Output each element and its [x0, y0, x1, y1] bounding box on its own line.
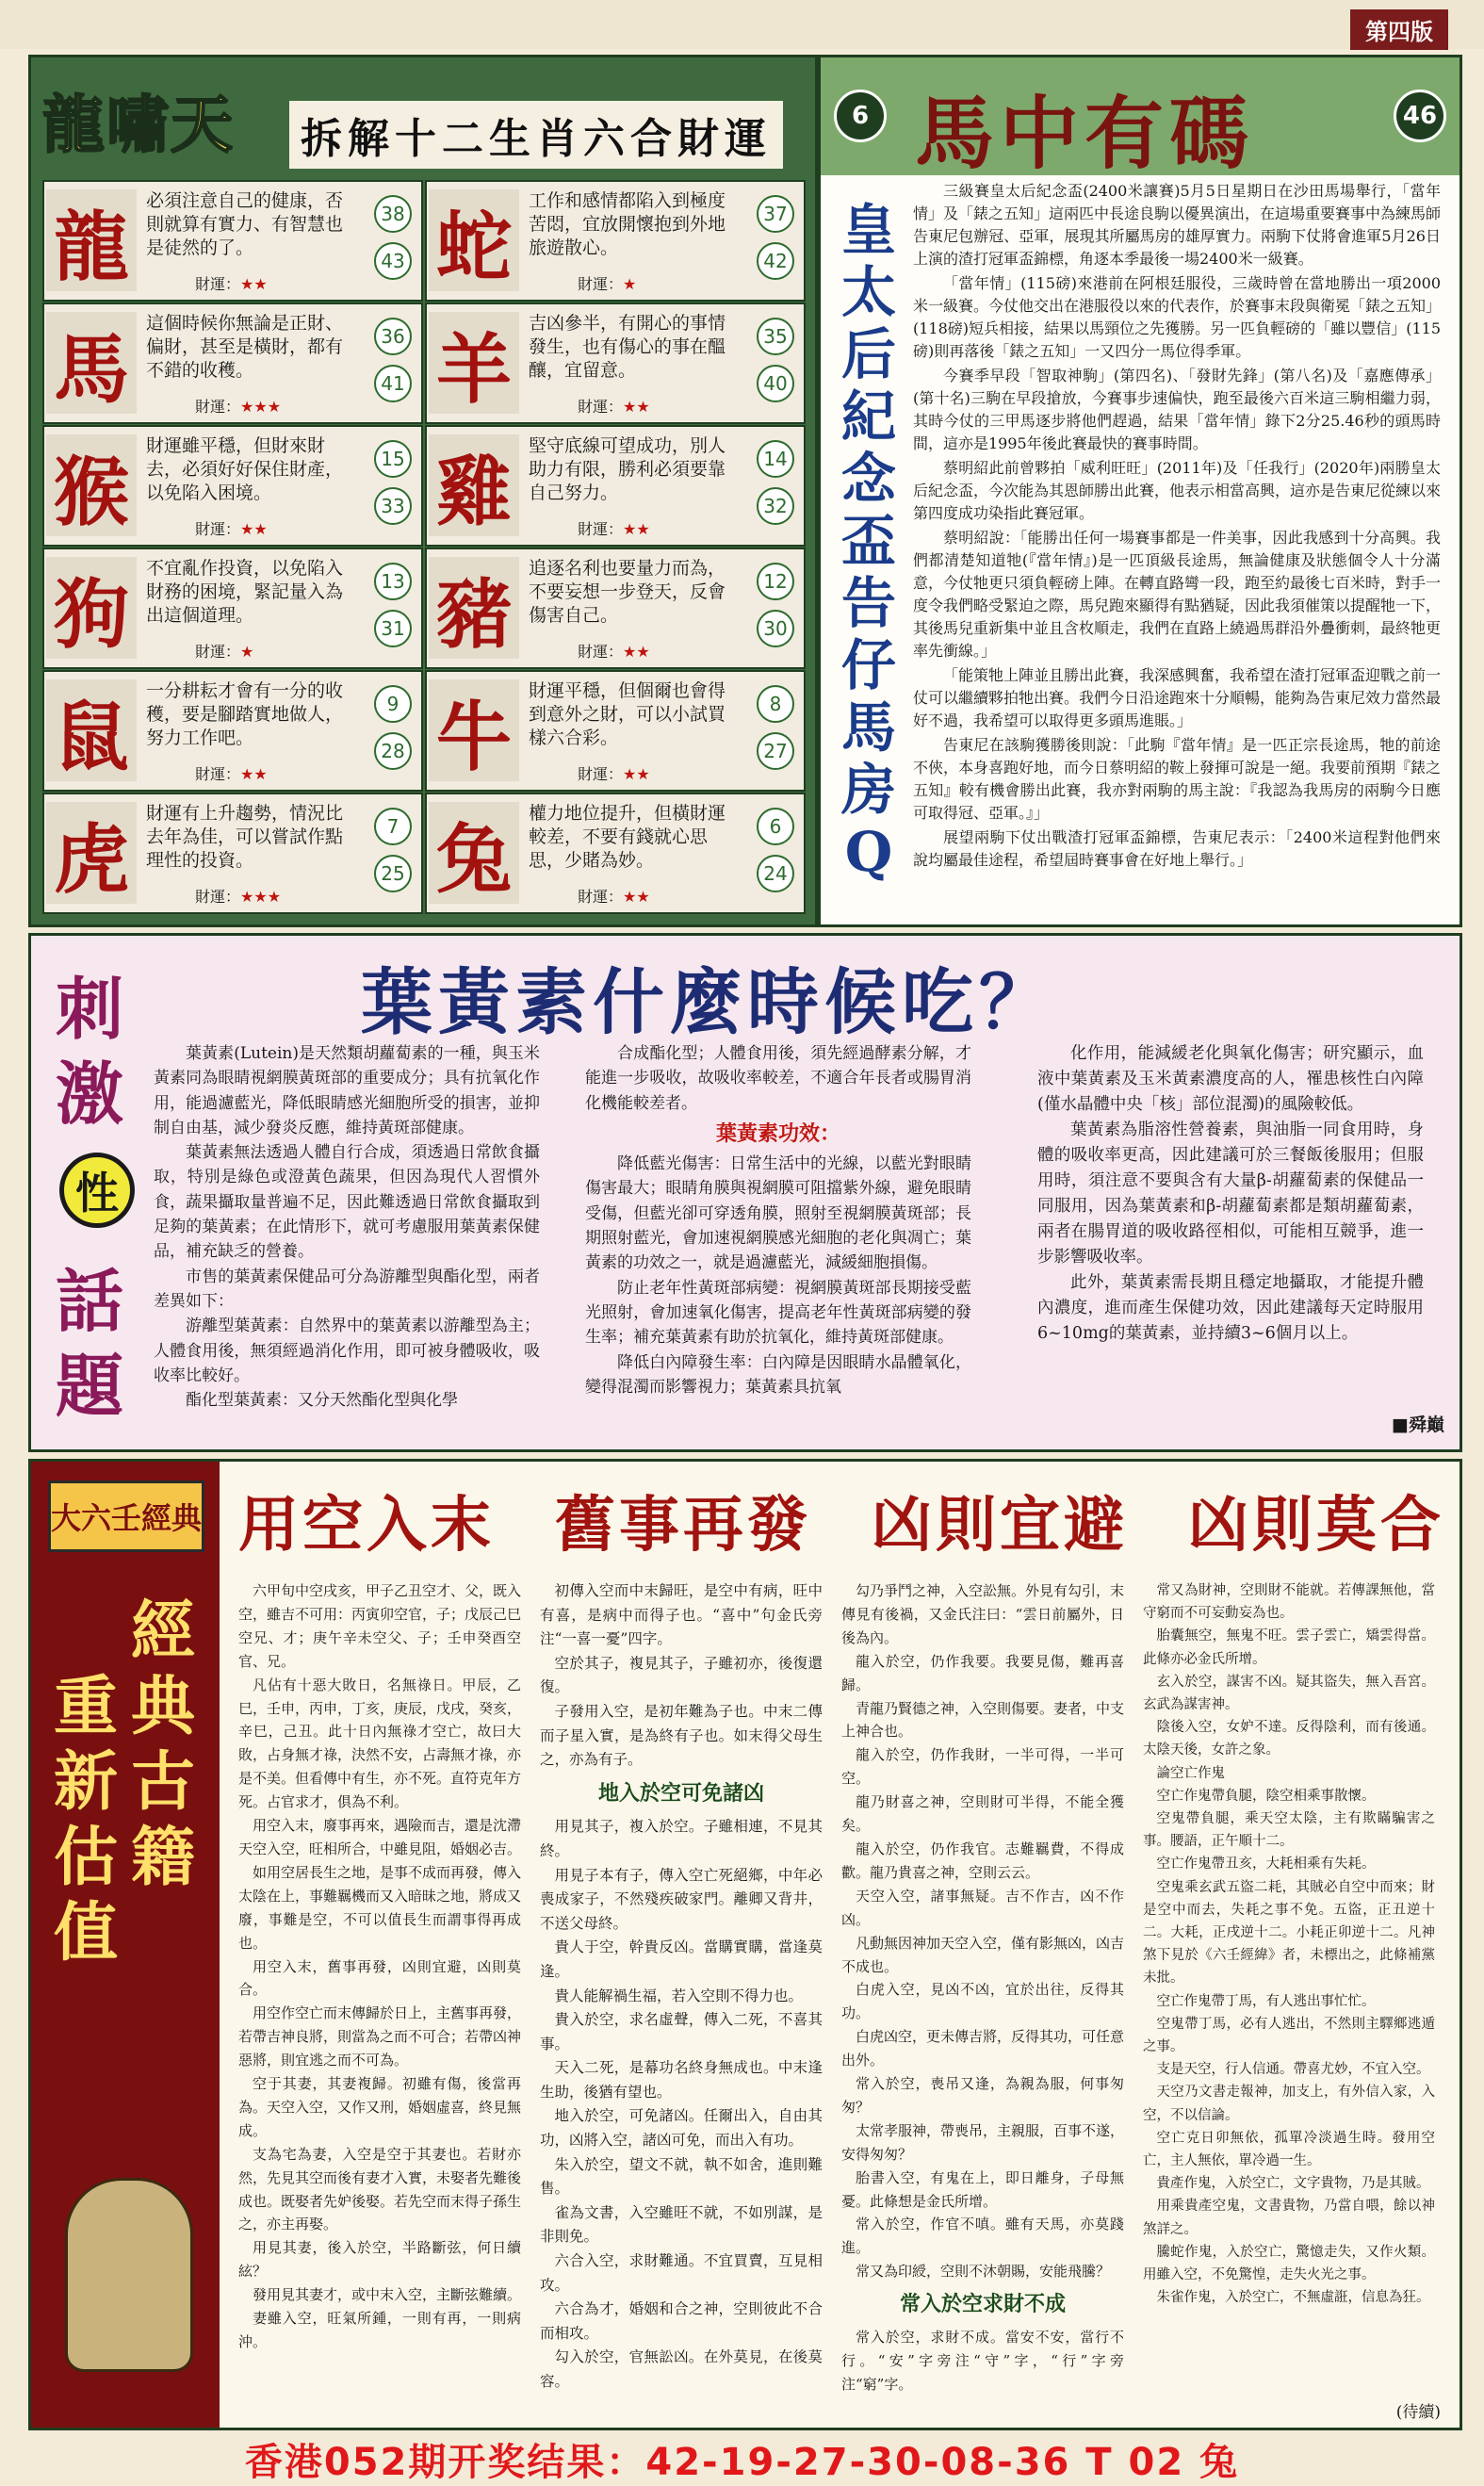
- classic-paragraph: 玄入於空，謀害不凶。疑其盜失，無入吾宮。玄武為謀害神。: [1143, 1674, 1435, 1713]
- lucky-number: 14: [757, 440, 794, 478]
- classic-paragraph: 論空亡作鬼: [1156, 1765, 1225, 1781]
- wealth-label: 財運：: [195, 643, 241, 661]
- classic-headline: 舊事再發: [555, 1490, 811, 1561]
- classic-paragraph: 太常孝服神，帶喪吊，主親服，百事不遂，安得匆匆？: [841, 2121, 1125, 2163]
- classic-paragraph: 空鬼帶丁馬，必有人逃出，不然則主驛鄉逃遁之事。: [1143, 2016, 1435, 2055]
- lucky-numbers: [374, 685, 414, 770]
- classic-vertical-title: 經典古籍: [130, 1594, 195, 1895]
- wealth-stars: ★★: [240, 765, 268, 783]
- classic-paragraph: 支是天空，行人信通。帶喜尤妙，不宜入空。: [1156, 2062, 1430, 2078]
- zodiac-fortune-text: 財運雖平穩，但財來財去，必須好好保住財產，以免陷入困境。: [146, 435, 344, 503]
- classic-paragraph: 空鬼乘玄武五盜二耗，其賊必自空中而來；財是空中而去，失耗之事不免。五盜，正丑逆十二。大耗，正戌逆十二。小耗正卯逆十二。凡神煞下見於《六壬經緯》者，未標出之，此條補黨未批。: [1143, 1879, 1435, 1987]
- classic-paragraph: 六合入空，求財難通。不宜買賣，互見相攻。: [540, 2252, 823, 2294]
- classic-paragraph: 用見其妻，後入於空，半路斷弦，何日續絃？: [238, 2239, 521, 2281]
- classic-paragraph: 龍入於空，仍作我官。志難羈費，不得成歡。龍乃貴喜之神，空則云云。: [841, 1840, 1124, 1881]
- wealth-rating: [578, 395, 650, 417]
- zodiac-fortune-text: 一分耕耘才會有一分的收穫，要是腳踏實地做人，努力工作吧。: [146, 680, 344, 748]
- zodiac-card: [42, 793, 423, 914]
- lutein-effects-list: [585, 1152, 971, 1399]
- zodiac-fortune-text: 財運有上升趨勢，情況比去年為佳，可以嘗試作點理性的投資。: [146, 803, 344, 871]
- lucky-number: 41: [374, 365, 412, 402]
- wealth-label: 財運：: [195, 398, 241, 416]
- lutein-paragraph: 降低白內障發生率：白內障是因眼睛水晶體氧化，變得混濁而影響視力；葉黃素具抗氧: [585, 1352, 971, 1397]
- wealth-label: 財運：: [578, 643, 624, 661]
- classic-divination-panel: [28, 1459, 1462, 2430]
- lucky-number: 9: [374, 685, 412, 723]
- zodiac-sign: 龍: [46, 189, 137, 291]
- classic-paragraph: 發用見其妻才，或中末入空，主斷弦難續。: [253, 2286, 522, 2304]
- zodiac-fortune-text: 財運平穩，但個爾也會得到意外之財，可以小試買樣六合彩。: [529, 680, 726, 748]
- lucky-number: 35: [757, 318, 794, 355]
- zodiac-card: [42, 180, 423, 302]
- zodiac-sign: 蛇: [429, 189, 519, 291]
- classic-paragraph: 用乘貴產空鬼，文書貴物，乃當自喂，餘以神煞詳之。: [1143, 2199, 1435, 2237]
- classic-column-4: [1143, 1579, 1435, 2310]
- classic-paragraph: 常入於空，喪吊又逢，為親為服，何事匆匆？: [841, 2075, 1124, 2116]
- lucky-numbers: [757, 318, 796, 402]
- lucky-number: 13: [374, 563, 412, 600]
- lucky-number: 31: [374, 610, 412, 647]
- classic-paragraph: 白虎凶空，更未傳吉將，反得其功，可任意出外。: [841, 2028, 1125, 2069]
- wealth-stars: ★★: [240, 520, 268, 538]
- zodiac-fortune-text: 不宜亂作投資，以免陷入財務的困境，緊記量入為出這個道理。: [146, 558, 344, 626]
- author-portrait: [65, 2178, 193, 2372]
- zodiac-fortune-text: 追逐名利也要量力而為，不要妄想一步登天，反會傷害自己。: [529, 558, 726, 626]
- zodiac-fortune-text: 權力地位提升，但橫財運較差，不要有錢就心思思，少賭為妙。: [529, 803, 726, 871]
- lucky-number: 36: [374, 318, 412, 355]
- zodiac-card: [42, 670, 423, 792]
- classic-paragraph: 騰蛇作鬼，入於空亡，驚憶走失，又作火類。用雖入空，不免驚惶，走失火光之事。: [1143, 2244, 1435, 2283]
- wealth-stars: ★★★: [240, 888, 282, 906]
- wealth-rating: [578, 517, 650, 539]
- wealth-stars: ★★: [623, 888, 650, 906]
- lucky-number: 7: [374, 808, 412, 845]
- lucky-number: 42: [757, 242, 794, 280]
- lucky-numbers: [374, 318, 414, 402]
- zodiac-sign: 牛: [429, 679, 519, 781]
- wealth-rating: [578, 272, 636, 294]
- zodiac-fortune-text: 必須注意自己的健康，否則就算有實力、有智慧也是徒然的了。: [146, 190, 344, 258]
- wealth-stars: ★★: [623, 398, 650, 416]
- zodiac-sign: 狗: [46, 557, 137, 659]
- horse-paragraph: 展望兩駒下仗出戰渣打冠軍盃錦標，告東尼表示：「2400米這程對他們來說均屬最佳途程，希望屆時賽事會在好地上舉行。」: [913, 828, 1441, 869]
- classic-paragraph: 龍入於空，仍作我財，一半可得，一半可空。: [841, 1746, 1124, 1788]
- horse-article-body: [913, 180, 1441, 874]
- lucky-numbers: [757, 440, 796, 525]
- zodiac-fortune-text: 這個時候你無論是正財、偏財，甚至是橫財，都有不錯的收穫。: [146, 313, 344, 381]
- wealth-stars: ★: [240, 643, 254, 661]
- lottery-result: 香港052期开奖结果：42-19-27-30-08-36 T 02 兔: [244, 2440, 1240, 2484]
- lutein-paragraph: 化作用，能減緩老化與氧化傷害；研究顯示，血液中葉黃素及玉米黃素濃度高的人，罹患核性白內障(僅水晶體中央「核」部位混濁)的風險較低。: [1037, 1044, 1424, 1114]
- wealth-label: 財運：: [195, 888, 241, 906]
- lucky-number: 33: [374, 487, 412, 525]
- to-be-continued: (待續): [1395, 2403, 1441, 2422]
- wealth-label: 財運：: [578, 398, 624, 416]
- wealth-stars: ★★: [623, 520, 650, 538]
- zodiac-sign: 鼠: [46, 679, 137, 781]
- classic-paragraph: 朱雀作鬼，入於空亡，不無虛誑，信息為狂。: [1156, 2290, 1430, 2306]
- classic-paragraph: 雀為文書，入空雖旺不就，不如別謀，是非則免。: [540, 2203, 823, 2246]
- wealth-rating: [578, 640, 650, 662]
- classic-paragraph: 妻雖入空，旺氣所鍾，一則有再，一則病沖。: [238, 2310, 521, 2350]
- wealth-stars: ★: [623, 275, 637, 293]
- zodiac-sign: 虎: [46, 802, 137, 904]
- issue-badge-left: 6: [834, 90, 887, 142]
- sidebar-char: 話: [55, 1261, 123, 1341]
- lutein-paragraph: 酯化型葉黃素：又分天然酯化型與化學: [186, 1391, 458, 1411]
- horse-paragraph: 三級賽皇太后紀念盃(2400米讓賽)5月5日星期日在沙田馬場舉行，「當年情」及「錶之五知」這兩匹中長途良駒以優異演出，在這場重要賽事中為練馬師告東尼包辦冠、亞軍，展現其所屬馬房的雄厚實力。兩駒下仗將會進軍5月26日上演的渣打冠軍盃錦標，角逐本季最後一場2400米一級賽。: [913, 182, 1442, 268]
- lucky-numbers: [757, 808, 796, 892]
- wealth-stars: ★★★: [240, 398, 282, 416]
- classic-headline: 凶則莫合: [1188, 1490, 1444, 1561]
- zodiac-card: [42, 425, 423, 547]
- zodiac-card: [425, 548, 806, 669]
- classic-headlines: [238, 1477, 1444, 1567]
- classic-headline: 凶則宜避: [872, 1490, 1128, 1561]
- zodiac-fortune-text: 吉凶參半，有開心的事情發生，也有傷心的事在醞釀，宜留意。: [529, 313, 726, 381]
- lucky-number: 30: [757, 610, 794, 647]
- wealth-rating: [578, 885, 650, 907]
- lutein-column-3: [1037, 1041, 1424, 1347]
- lucky-number: 6: [757, 808, 794, 845]
- classic-paragraph: 空亡克日卯無依，孤單冷淡過生時。發用空亡，主人無依，單冷過一生。: [1143, 2130, 1435, 2169]
- classic-paragraph: 地入於空，可免諸凶。任爾出入，自由其功，凶將入空，諸凶可免，而出入有功。: [540, 2107, 823, 2150]
- lutein-author: ■舜巔: [1392, 1415, 1444, 1435]
- lutein-paragraph: 游離型葉黃素：自然界中的葉黃素以游離型為主；人體食用後，無須經過消化作用，即可被身體吸收，吸收率比較好。: [154, 1317, 540, 1385]
- lutein-article-title: 葉黃素什麼時候吃？: [361, 960, 1056, 1044]
- classic-paragraph: 用見其子，複入於空。子雖相連，不見其終。: [540, 1818, 823, 1859]
- classic-paragraph: 貴人能解禍生福，若入空則不得力也。: [554, 1987, 804, 2004]
- classic-paragraph: 空亡作鬼帶負腿，陰空相乘事散懷。: [1156, 1788, 1376, 1804]
- wealth-label: 財運：: [195, 275, 241, 293]
- lutein-paragraph: 葉黃素(Lutein)是天然類胡蘿蔔素的一種，與玉米黃素同為眼睛視網膜黃斑部的重要成分；具有抗氧化作用，能過濾藍光，降低眼睛感光細胞所受的損害，並抑制自由基，減少發炎反應，維持黃斑部健康。: [154, 1044, 540, 1137]
- lucky-number: 8: [757, 685, 794, 723]
- wealth-stars: ★★: [623, 643, 650, 661]
- classic-column-3: [841, 1579, 1124, 2396]
- classic-paragraph: 用空入末，舊事再發，凶則宜避，凶則莫合。: [238, 1957, 521, 1999]
- wealth-stars: ★★: [240, 275, 268, 293]
- horse-racing-column: [818, 55, 1462, 927]
- classic-series-tag: 大六壬經典: [48, 1480, 204, 1552]
- classic-paragraph: 空鬼帶負腿，乘天空太陰，主有欺瞞騙害之事。腰語，正午順十二。: [1143, 1811, 1435, 1850]
- lutein-paragraph: 防止老年性黃斑部病變：視網膜黃斑部長期接受藍光照射，會加速氧化傷害，提高老年性黃斑部病變的發生率；補充葉黃素有助於抗氧化，維持黃斑部健康。: [585, 1278, 971, 1348]
- lucky-number: 40: [757, 365, 794, 402]
- sidebar-char: 題: [55, 1346, 123, 1426]
- classic-paragraph: 用見子本有子，傳入空亡死絕鄉，中年必喪成家子，不然殘疾破家門。離卿又背井，不送父母終。: [540, 1866, 823, 1932]
- wealth-label: 財運：: [578, 275, 624, 293]
- classic-paragraph: 如用空居長生之地，是事不成而再發，傳入太陰在上，事難羈機而又入暗昧之地，將成又廢，事難是空，不可以值長生而謂事得再成也。: [238, 1863, 522, 1952]
- classic-headline: 用空入末: [238, 1490, 495, 1561]
- zodiac-panel-subtitle: 拆解十二生肖六合財運: [289, 101, 783, 169]
- wealth-rating: [195, 762, 268, 784]
- classic-subheading: 常入於空求財不成: [899, 2292, 1066, 2317]
- page-number-badge: 第四版: [1350, 9, 1448, 50]
- classic-paragraph: 青龍乃賢德之神，入空則傷要。妻者，中支上神合也。: [841, 1699, 1125, 1741]
- classic-paragraph: 天空乃文書走報神，加支上，有外信入家，入空，不以信論。: [1143, 2085, 1435, 2123]
- zodiac-sign: 羊: [429, 312, 519, 414]
- wealth-label: 財運：: [578, 765, 624, 783]
- sidebar-char: 激: [55, 1054, 123, 1134]
- classic-paragraph: 支為宅為妻，入空是空于其妻也。若財亦然，先見其空而後有妻才入實，未娶者先難後成也。既娶者先妒後娶。若先空而末得子孫生之，亦主再娶。: [238, 2145, 522, 2233]
- wealth-rating: [195, 517, 268, 539]
- lutein-paragraph: 市售的葉黃素保健品可分為游離型與酯化型，兩者差異如下：: [154, 1267, 540, 1311]
- wealth-stars: ★★: [623, 765, 650, 783]
- classic-paragraph: 凡佔有十惡大敗日，名無祿日。甲辰，乙巳，壬申，丙申，丁亥，庚辰，戊戌，癸亥，辛巳，己丑。此十日內無祿才空亡，故曰大敗，占身無才祿，決然不安，占壽無才祿，亦是不美。但看傳中有生，亦不死。直符克年方死。占官求才，俱為不利。: [238, 1676, 522, 1811]
- classic-paragraph: 貴入於空，求名虛聲，傳入二死，不喜其事。: [540, 2011, 823, 2053]
- zodiac-card: [425, 425, 806, 547]
- lutein-paragraph: 葉黃素無法透過人體自行合成，須透過日常飲食攝取，特別是綠色或澄黃色蔬果，但因為現代人習慣外食，蔬果攝取量普遍不足，因此難透過日常飲食攝取到足夠的葉黃素；在此情形下，就可考慮服用葉黃素保健品，補充缺乏的營養。: [154, 1143, 540, 1262]
- zodiac-card: [425, 303, 806, 424]
- lucky-number: 12: [757, 563, 794, 600]
- issue-badge-right: 46: [1394, 90, 1446, 142]
- zodiac-sign: 豬: [429, 557, 519, 659]
- horse-paragraph: 「當年情」(115磅)來港前在阿根廷服役，三歲時曾在當地勝出一項2000米一級賽。今仗他交出在港服役以來的代表作，於賽事末段與衛冕「錶之五知」(118磅)短兵相接，結果以馬頸位之先獲勝。另一匹負輕磅的「雖以豐信」(115磅)則再落後「錶之五知」一又四分一馬位得季軍。: [913, 274, 1442, 360]
- lucky-number: 38: [374, 195, 412, 233]
- lucky-number: 28: [374, 732, 412, 770]
- horse-paragraph: 蔡明紹說：「能勝出任何一場賽事都是一件美事，因此我感到十分高興。我們都清楚知道牠(『當年情』)是一匹頂級長途馬，無論健康及狀態個令人十分滿意，今仗牠更只須負輕磅上陣。在轉直路彎一段，跑至約最後七百米時，對手一度令我們略受緊迫之際，馬兒跑來顯得有點猶疑，因此我須催策以提醒牠一下，其後馬兒重新集中並且含枚順走，我們在直路上繞過馬群沿外疊衝刺，最終牠更率先衝線。」: [913, 529, 1442, 660]
- classic-paragraph: 常又為財神，空則財不能就。若傳課無他，當守窮而不可妄動妄為也。: [1143, 1583, 1435, 1622]
- classic-sidebar: [31, 1462, 220, 2428]
- horse-column-banner: [821, 57, 1460, 180]
- wealth-rating: [195, 640, 253, 662]
- zodiac-fortune-panel: [28, 55, 818, 927]
- classic-paragraph: 凡動無因神加天空入空，僅有影無凶，凶吉不成也。: [841, 1934, 1125, 1975]
- classic-paragraph: 用空作空亡而末傳歸於日上，主舊事再發，若帶吉神良將，則當為之而不可合；若帶凶神惡將，則宜逃之而不可為。: [238, 2004, 522, 2069]
- lucky-numbers: [374, 195, 414, 280]
- zodiac-sign: 雞: [429, 434, 519, 536]
- classic-paragraph: 子發用入空，是初年難為子也。中末二傳而子星入實，是為終有子也。如末得父母生之，亦為有子。: [540, 1702, 823, 1769]
- horse-column-title: 馬中有碼: [915, 87, 1255, 180]
- horse-paragraph: 蔡明紹此前曾夥拍「威利旺旺」(2011年)及「任我行」(2020年)兩勝皇太后紀念盃，今次能為其恩師勝出此賽，他表示相當高興，這亦是告東尼從練以來第四度成功染指此賽冠軍。: [913, 459, 1442, 522]
- classic-paragraph: 常入於空，作官不嗔。雖有天馬，亦莫踐進。: [841, 2216, 1124, 2257]
- classic-paragraph: 胎書入空，有鬼在上，即日離身，子母無憂。此條想是金氏所增。: [841, 2168, 1124, 2210]
- classic-paragraph: 空于其妻，其妻複歸。初雖有傷，後當再為。天空入空，又作又刑，婚姻虛喜，終見無成。: [238, 2075, 522, 2139]
- classic-paragraph: 胎囊無空，無鬼不旺。雲子雲亡，矯雲得當。此條亦必金氏所增。: [1143, 1628, 1435, 1667]
- classic-paragraph: 常入於空，求財不成。當安不安，當行不行。“安”字旁注“守”字，“行”字旁注“窮”字。: [841, 2329, 1124, 2393]
- zodiac-card: [42, 548, 423, 669]
- lucky-number: 15: [374, 440, 412, 478]
- zodiac-card: [425, 670, 806, 792]
- zodiac-card: [42, 303, 423, 424]
- zodiac-card: [425, 793, 806, 914]
- top-strip: [0, 0, 1484, 49]
- classic-paragraph: 貴人于空，幹貴反凶。當購實購，當逢莫逢。: [540, 1938, 823, 1980]
- classic-column-2: [540, 1579, 823, 2395]
- classic-paragraph: 空亡作鬼帶丑亥，大耗相乘有失耗。: [1156, 1856, 1376, 1873]
- classic-paragraph: 陰後入空，女妒不達。反得陰利，而有後通。太陰天後，女許之象。: [1143, 1720, 1435, 1758]
- lucky-number: 43: [374, 242, 412, 280]
- zodiac-sign: 兔: [429, 802, 519, 904]
- zodiac-sign: 馬: [46, 312, 137, 414]
- classic-paragraph: 六合為才，婚姻和合之神，空則彼此不合而相攻。: [540, 2300, 823, 2342]
- lutein-column-2: [585, 1041, 971, 1399]
- lucky-number: 24: [757, 855, 794, 892]
- classic-paragraph: 天空入空，諸事無疑。吉不作吉，凶不作凶。: [841, 1887, 1124, 1928]
- classic-paragraph: 龍入於空，仍作我要。我要見傷，難再喜歸。: [841, 1652, 1124, 1693]
- zodiac-sign: 猴: [46, 434, 137, 536]
- stimulating-topic-sidebar: [39, 955, 142, 1426]
- sidebar-sex-icon: 性: [59, 1153, 135, 1228]
- wealth-label: 財運：: [195, 765, 241, 783]
- classic-paragraph: 龍乃財喜之神，空則財可半得，不能全獲矣。: [841, 1793, 1124, 1835]
- classic-paragraph: 常又為印綬，空則不沐朝賜，安能飛騰？: [856, 2263, 1111, 2281]
- classic-paragraph: 六甲旬中空戌亥，甲子乙丑空才、父，既入空，雖吉不可用：丙寅卯空官，子；戊辰己巳空兄、才；庚午辛未空父、子；壬申癸酉空官、兄。: [238, 1582, 522, 1670]
- classic-paragraph: 空亡作鬼帶丁馬，有人逃出事忙忙。: [1156, 1993, 1376, 2009]
- zodiac-panel-header: [42, 65, 802, 178]
- zodiac-card: [425, 180, 806, 302]
- zodiac-fortune-text: 堅守底線可望成功，別人助力有限，勝利必須要靠自己努力。: [529, 435, 726, 503]
- lucky-number: 32: [757, 487, 794, 525]
- classic-paragraph: 初傳入空而中末歸旺，是空中有病，旺中有喜，是病中而得子也。“喜中”句金氏旁注“一喜一憂”四字。: [540, 1582, 823, 1648]
- horse-paragraph: 「能策牠上陣並且勝出此賽，我深感興奮，我希望在渣打冠軍盃迎戰之前一仗可以繼續夥拍牠出賽。我們今日沿途跑來十分順暢，能夠為告東尼效力當然最好不過，我希望可以取得更多頭馬進賬。」: [913, 666, 1442, 729]
- lutein-paragraph: 此外，葉黃素需長期且穩定地攝取，才能提升體內濃度，進而產生保健功效，因此建議每天定時服用6~10mg的葉黃素，並持續3~6個月以上。: [1037, 1273, 1424, 1343]
- lucky-number: 25: [374, 855, 412, 892]
- lutein-paragraph: 合成酯化型；人體食用後，須先經過酵素分解，才能進一步吸收，故吸收率較差，不適合年長者或腸胃消化機能較差者。: [585, 1044, 971, 1113]
- wealth-label: 財運：: [578, 520, 624, 538]
- classic-vertical-subtitle: 重新估值: [53, 1669, 118, 1971]
- wealth-label: 財運：: [195, 520, 241, 538]
- lutein-article-panel: [28, 933, 1462, 1452]
- classic-paragraph: 白虎入空，見凶不凶，宜於出往，反得其功。: [841, 1981, 1124, 2022]
- wealth-rating: [195, 272, 268, 294]
- wealth-label: 財運：: [578, 888, 624, 906]
- sidebar-char: 刺: [55, 969, 123, 1049]
- lutein-paragraph: 葉黃素為脂溶性營養素，與油脂一同食用時，身體的吸收率更高，因此建議可於三餐飯後服用；但服用時，須注意不要與含有大量β-胡蘿蔔素的保健品一同服用，因為葉黃素和β-胡蘿蔔素都是類胡蘿蔔素，兩者在腸胃道的吸收路徑相似，可能相互競爭，進一步影響吸收率。: [1037, 1120, 1424, 1267]
- lucky-number: 27: [757, 732, 794, 770]
- classic-paragraph: 天入二死，是幕功名終身無成也。中末逢生助，後猶有望也。: [540, 2059, 823, 2101]
- lucky-numbers: [757, 195, 796, 280]
- lutein-paragraph: 降低藍光傷害：日常生活中的光線，以藍光對眼睛傷害最大；眼睛角膜與視網膜可阻擋紫外線，避免眼睛受傷，但藍光卻可穿透角膜，照射至視網膜黃斑部；長期照射藍光，會加速視網膜感光細胞的老化與凋亡；葉黃素的功效之一，就是過濾藍光，減緩細胞損傷。: [585, 1154, 971, 1273]
- lucky-numbers: [757, 685, 796, 770]
- classic-paragraph: 空於其子，複見其子，子雖初亦，後復還復。: [540, 1654, 823, 1696]
- classic-paragraph: 用空入末，廢事再來，遇險而吉，還是沈滯天空入空，旺相所合，中雖見阻，婚姻必吉。: [238, 1817, 522, 1857]
- lutein-effects-heading: 葉黃素功效：: [715, 1120, 840, 1146]
- lucky-numbers: [374, 440, 414, 525]
- horse-article-headline: 皇太后紀念盃告仔馬房Q: [840, 198, 896, 884]
- zodiac-panel-title: 龍嘯天: [42, 88, 235, 161]
- lucky-numbers: [374, 563, 414, 647]
- classic-paragraph: 貴產作鬼，入於空亡，文字貴物，乃是其賊。: [1156, 2176, 1430, 2192]
- lucky-number: 37: [757, 195, 794, 233]
- classic-subheading: 地入於空可免諸凶: [597, 1780, 764, 1806]
- wealth-rating: [578, 762, 650, 784]
- horse-paragraph: 今賽季早段「智取神駒」(第四名)、「發財先鋒」(第八名)及「嘉應傳承」(第十名)三駒在早段搶放，今賽事步速偏快，跑至最後六百米這三駒相繼力弱，其時今仗的三甲馬逐步將他們趕過，結果「當年情」錄下2分25.46秒的頭馬時間，這亦是1995年後此賽最快的賽事時間。: [913, 367, 1441, 452]
- lutein-column-1: [154, 1041, 540, 1413]
- classic-column-1: [238, 1579, 521, 2354]
- wealth-rating: [195, 885, 281, 907]
- wealth-rating: [195, 395, 281, 417]
- classic-paragraph: 勾入於空，官無訟凶。在外莫見，在後莫容。: [540, 2348, 823, 2390]
- lucky-numbers: [757, 563, 796, 647]
- classic-paragraph: 勾乃爭鬥之神，入空訟無。外見有勾引，末傳見有後禍，又金氏注曰：“雲日前屬外，日後為內。: [841, 1582, 1125, 1646]
- zodiac-fortune-text: 工作和感情都陷入到極度苦悶，宜放開懷抱到外地旅遊散心。: [529, 190, 726, 258]
- lucky-numbers: [374, 808, 414, 892]
- classic-paragraph: 朱入於空，望文不就，執不如舍，進則難售。: [540, 2155, 823, 2198]
- horse-paragraph: 告東尼在該駒獲勝後則說：「此駒『當年情』是一匹正宗長途馬，牠的前途不俠，本身喜跑好地，而今日蔡明紹的鞍上發揮可說是一絕。我要前預期『錶之五知』較有機會勝出此賽，我亦對兩駒的馬主說：『我認為我馬房的兩駒今日應可取得冠、亞軍。』」: [913, 736, 1442, 822]
